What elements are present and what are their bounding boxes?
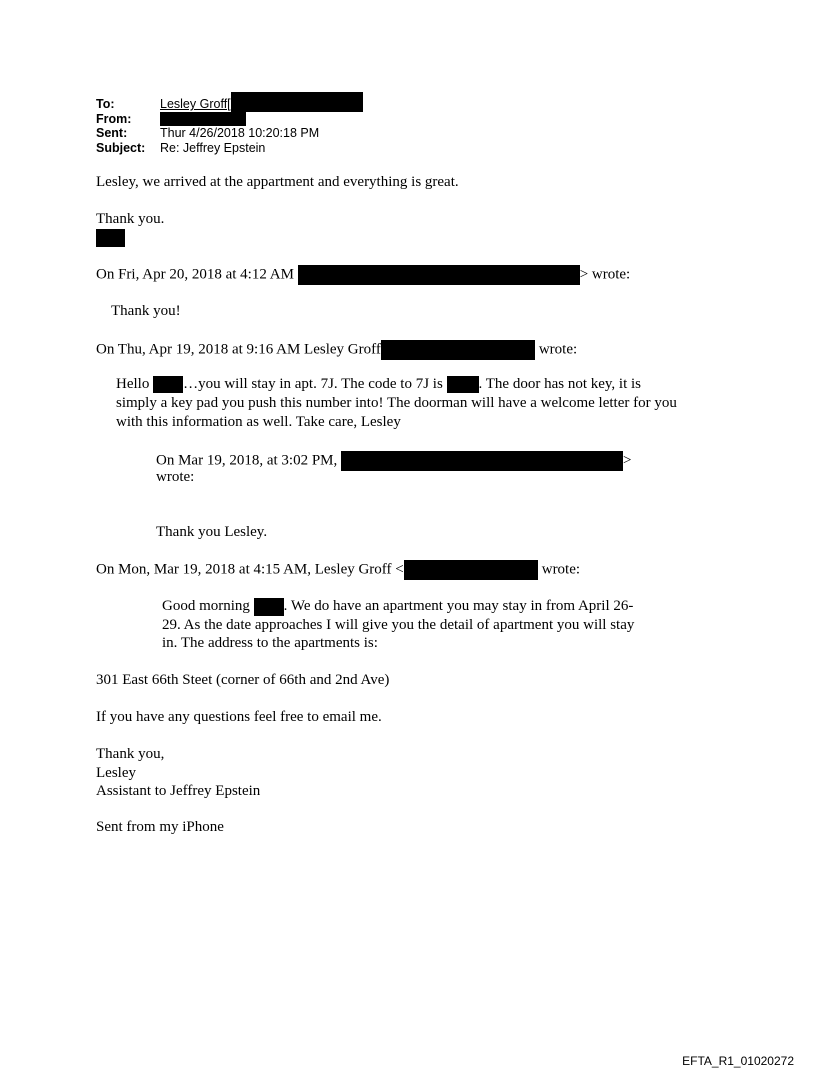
quote3-header bbox=[156, 451, 631, 471]
quote4-line1 bbox=[162, 597, 633, 616]
signature-name: Lesley bbox=[96, 765, 136, 781]
quote2-header bbox=[96, 340, 577, 360]
address-line: 301 East 66th Steet (corner of 66th and 2nd Ave) bbox=[96, 672, 390, 688]
quote2-intro: On Thu, Apr 19, 2018 at 9:16 AM Lesley Groff bbox=[96, 341, 381, 358]
subject-value: Re: Jeffrey Epstein bbox=[160, 140, 266, 155]
quote3-wrote: wrote: bbox=[156, 469, 195, 485]
quote3-text: Thank you Lesley. bbox=[156, 524, 268, 540]
redaction-block bbox=[404, 560, 538, 580]
quote2-text-a: …you will stay in apt. 7J. The code to 7J is bbox=[183, 376, 443, 392]
quote1-header bbox=[96, 265, 630, 285]
redaction-block bbox=[341, 451, 623, 471]
sent-value: Thur 4/26/2018 10:20:18 PM bbox=[160, 126, 320, 140]
redaction-block bbox=[298, 265, 580, 285]
signature-title: Assistant to Jeffrey Epstein bbox=[96, 783, 261, 799]
from-label: From: bbox=[96, 111, 132, 126]
quote4-wrote: wrote: bbox=[541, 561, 581, 578]
quote2-line2: simply a key pad you push this number into! The doorman will have a welcome letter for you bbox=[116, 395, 677, 411]
quote2-text-b: . The door has not key, it is bbox=[478, 376, 642, 392]
redaction-block bbox=[96, 229, 125, 247]
quote2-hello: Hello bbox=[116, 376, 150, 392]
body-line: Lesley, we arrived at the appartment and everything is great. bbox=[96, 174, 459, 190]
sent-from-line: Sent from my iPhone bbox=[96, 819, 224, 835]
subject-label: Subject: bbox=[96, 140, 146, 155]
subject-row bbox=[96, 141, 363, 156]
quote2-line1 bbox=[116, 375, 641, 394]
redaction-block bbox=[153, 376, 183, 393]
quote3-intro: On Mar 19, 2018, at 3:02 PM, bbox=[156, 452, 338, 469]
quote4-greeting: Good morning bbox=[162, 598, 250, 614]
sent-label: Sent: bbox=[96, 126, 128, 140]
from-row bbox=[96, 112, 363, 127]
redaction-block bbox=[381, 340, 535, 360]
body-thanks: Thank you. bbox=[96, 211, 165, 227]
quote1-intro: On Fri, Apr 20, 2018 at 4:12 AM bbox=[96, 266, 294, 283]
quote4-intro: On Mon, Mar 19, 2018 at 4:15 AM, Lesley Groff < bbox=[96, 561, 404, 578]
to-label: To: bbox=[96, 97, 115, 111]
quote4-line3: in. The address to the apartments is: bbox=[162, 635, 378, 651]
signature-thanks: Thank you, bbox=[96, 746, 165, 762]
to-row bbox=[96, 97, 363, 112]
redaction-block bbox=[447, 376, 479, 393]
quote1-wrote: > wrote: bbox=[579, 266, 631, 283]
to-value: Lesley Groff[ bbox=[160, 97, 231, 111]
redaction-block bbox=[231, 92, 363, 112]
quote2-line3: with this information as well. Take care, Lesley bbox=[116, 414, 401, 430]
quote3-gt: > bbox=[623, 452, 632, 469]
bates-number: EFTA_R1_01020272 bbox=[682, 1054, 794, 1068]
redaction-block bbox=[254, 598, 284, 616]
email-header bbox=[96, 97, 363, 155]
quote2-wrote: wrote: bbox=[538, 341, 578, 358]
quote4-header bbox=[96, 560, 580, 580]
signature-redaction bbox=[96, 228, 125, 247]
quote4-text-a: . We do have an apartment you may stay in from April 26- bbox=[283, 598, 634, 614]
sent-row bbox=[96, 126, 363, 141]
redaction-block bbox=[160, 112, 246, 126]
quote4-line2: 29. As the date approaches I will give you the detail of apartment you will stay bbox=[162, 617, 635, 633]
questions-line: If you have any questions feel free to email me. bbox=[96, 709, 382, 725]
quote1-text: Thank you! bbox=[111, 303, 181, 319]
